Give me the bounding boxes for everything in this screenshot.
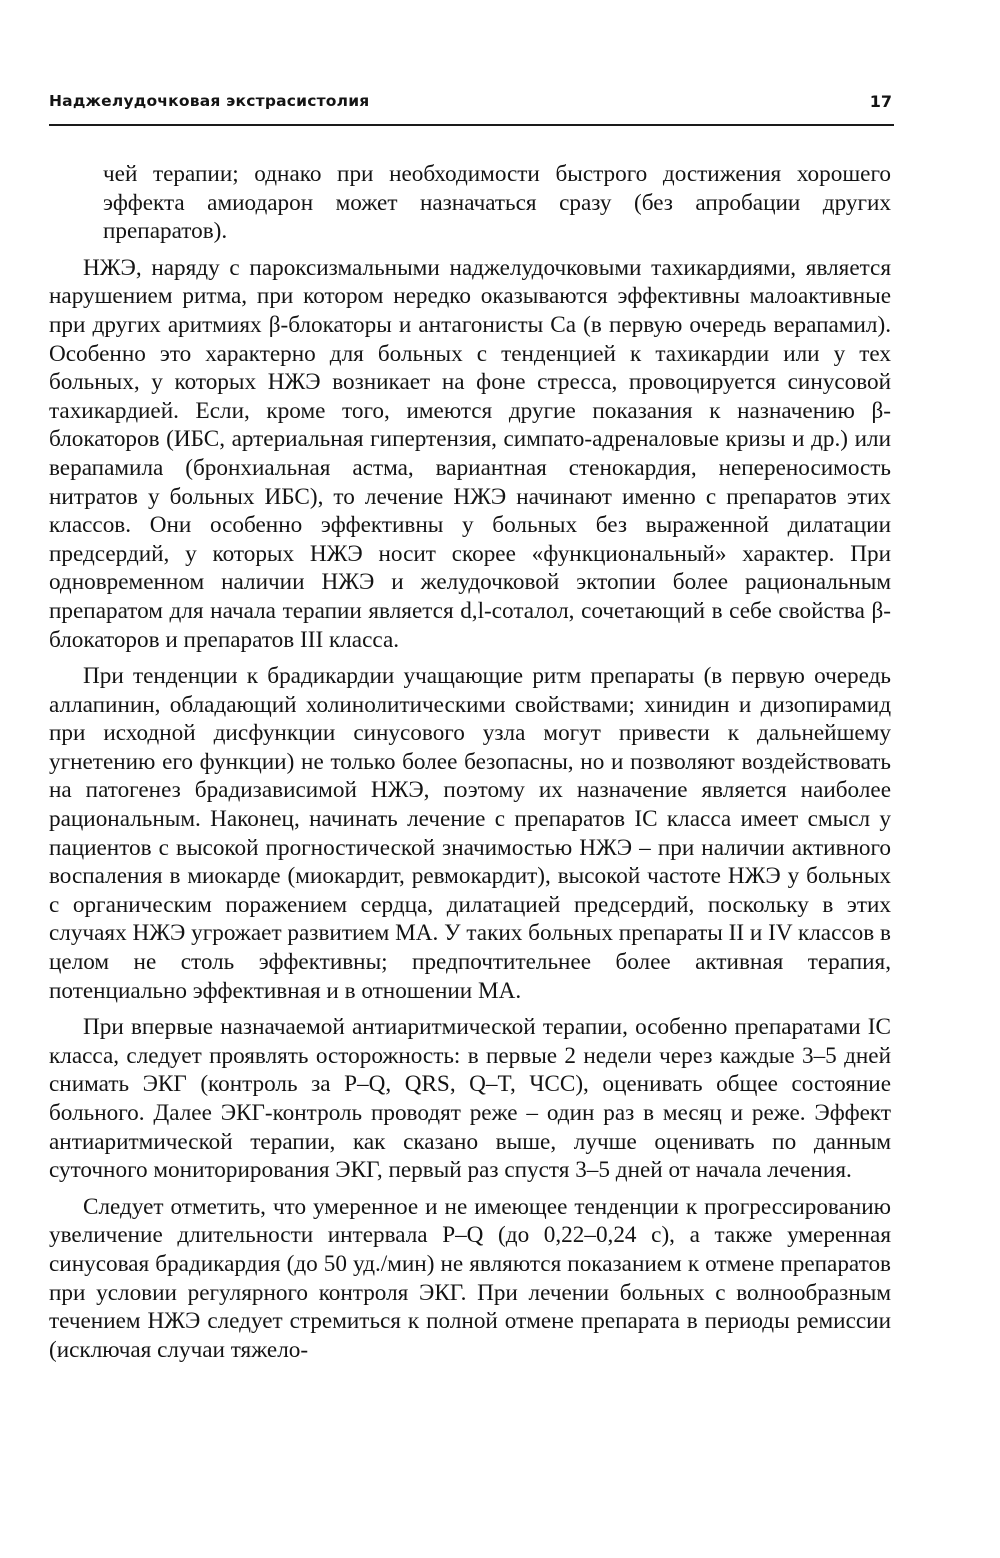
paragraph: При впервые назначаемой антиаритмической терапии, особенно препаратами IC класса, следует проявлять осторожность: в первые 2 недели через каждые 3–5 дней снимать ЭКГ (контроль за P–Q, QRS, Q–T, ЧСС), оценивать общее состояние больного. Далее ЭКГ-контроль проводят реже – один раз в месяц и реже. Эффект антиаритмической терапии, как сказано выше, лучше оценивать по данным суточного мониторирования ЭКГ, первый раз спустя 3–5 дней от начала лечения. bbox=[49, 1014, 891, 1184]
page-number: 17 bbox=[869, 92, 892, 111]
paragraph: При тенденции к брадикардии учащающие ритм препараты (в первую очередь аллапинин, обладающий холинолитическими свойствами; хинидин и дизопирамид при исходной дисфункции синусового узла могут привести к дальнейшему угнетению его функции) не только более безопасны, но и позволяют воздействовать на патогенез брадизависимой НЖЭ, поэтому их назначение является наиболее рациональным. Наконец, начинать лечение с препаратов IC класса имеет смысл у пациентов с высокой прогностической значимостью НЖЭ – при наличии активного воспаления в миокарде (миокардит, ревмокардит), высокой частоте НЖЭ у больных с органическим поражением сердца, дилатацией предсердий, поскольку в этих случаях НЖЭ угрожает развитием МА. У таких больных препараты II и IV классов в целом не столь эффективны; предпочтительнее более активная терапия, потенциально эффективная и в отношении МА. bbox=[49, 663, 891, 1004]
running-title: Наджелудочковая экстрасистолия bbox=[49, 92, 370, 110]
body-text bbox=[49, 160, 891, 1372]
paragraph-continuation: чей терапии; однако при необходимости быстрого достижения хорошего эффекта амиодарон может назначаться сразу (без апробации других препаратов). bbox=[103, 161, 891, 245]
paragraph: Следует отметить, что умеренное и не имеющее тенденции к прогрессированию увеличение длительности интервала P–Q (до 0,22–0,24 с), а также умеренная синусовая брадикардия (до 50 уд./мин) не являются показанием к отмене препаратов при условии регулярного контроля ЭКГ. При лечении больных с волнообразным течением НЖЭ следует стремиться к полной отмене препарата в периоды ремиссии (исключая случаи тяжело- bbox=[49, 1193, 891, 1363]
paragraph: НЖЭ, наряду с пароксизмальными наджелудочковыми тахикардиями, является нарушением ритма, при котором нередко оказываются эффективны малоактивные при других аритмиях β-блокаторы и антагонисты Са (в первую очередь верапамил). Особенно это характерно для больных с тенденцией к тахикардии или у тех больных, у которых НЖЭ возникает на фоне стресса, провоцируется синусовой тахикардией. Если, кроме того, имеются другие показания к назначению β-блокаторов (ИБС, артериальная гипертензия, симпато-адреналовые кризы и др.) или верапамила (бронхиальная астма, вариантная стенокардия, непереносимость нитратов у больных ИБС), то лечение НЖЭ начинают именно с препаратов этих классов. Они особенно эффективны у больных без выраженной дилатации предсердий, у которых НЖЭ носит скорее «функциональный» характер. При одновременном наличии НЖЭ и желудочковой эктопии более рациональным препаратом для начала терапии является d,l-соталол, сочетающий в себе свойства β-блокаторов и препаратов III класса. bbox=[49, 254, 891, 653]
page-header bbox=[49, 92, 894, 126]
